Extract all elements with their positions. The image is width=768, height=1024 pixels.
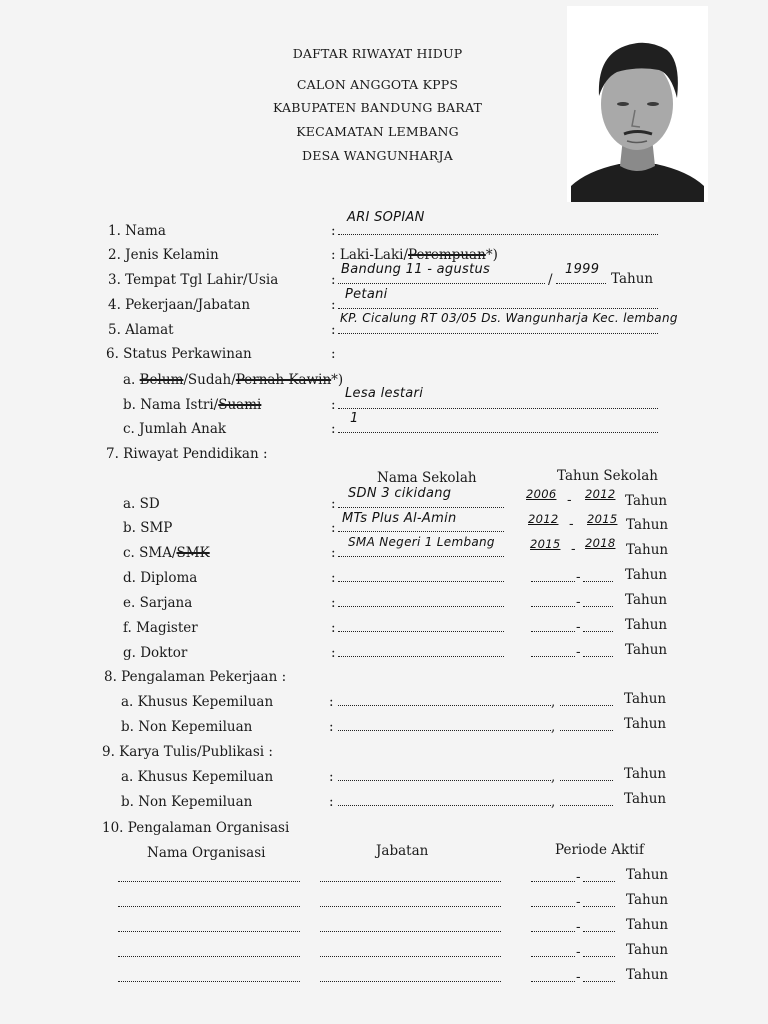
label-tahun: Tahun [624, 791, 667, 807]
label-riwayat-pendidikan: 7. Riwayat Pendidikan : [106, 446, 268, 462]
label-pengalaman-organisasi: 10. Pengalaman Organisasi [102, 820, 290, 836]
colon: : [331, 247, 336, 263]
education-level-label: g. Doktor [123, 645, 188, 661]
dotted-line [320, 879, 501, 882]
dotted-line [338, 331, 658, 334]
value-pekerjaan: Petani [345, 287, 388, 302]
label-tahun: Tahun [625, 493, 668, 509]
year-end: 2012 [585, 487, 616, 501]
value-jenis-kelamin [331, 247, 498, 263]
experience-label: b. Non Kepemiluan [121, 719, 253, 735]
dash: - [576, 644, 581, 660]
dotted-line [338, 554, 504, 557]
label-text: b. Nama Istri/ [123, 397, 219, 413]
separator: / [403, 247, 409, 263]
colon: : [329, 769, 334, 785]
year-end: 2015 [587, 512, 618, 526]
label-nama-istri [123, 397, 261, 413]
dotted-line [338, 778, 551, 781]
value-nama-istri: Lesa lestari [345, 386, 424, 401]
publication-label: b. Non Kepemiluan [121, 794, 253, 810]
comma: , [551, 794, 556, 810]
education-level-label: f. Magister [123, 620, 198, 636]
dotted-line [320, 954, 501, 957]
colon: : [331, 346, 336, 362]
status-options [123, 372, 343, 388]
dotted-line [338, 232, 658, 235]
dotted-line [560, 703, 613, 706]
label-tahun: Tahun [626, 967, 669, 983]
dotted-line [338, 505, 504, 508]
dotted-line [583, 979, 615, 982]
label-pekerjaan: 4. Pekerjaan/Jabatan [108, 297, 251, 313]
dotted-line [118, 979, 300, 982]
comma: , [551, 769, 556, 785]
dash: - [569, 516, 574, 532]
label-text: c. SMA/ [123, 545, 177, 561]
dash: - [576, 969, 581, 985]
education-level-label [123, 545, 210, 561]
dotted-line [560, 803, 613, 806]
header-line-3: KABUPATEN BANDUNG BARAT [272, 100, 483, 115]
dash: - [576, 594, 581, 610]
dotted-line [320, 904, 501, 907]
header-line-2: CALON ANGGOTA KPPS [296, 77, 459, 92]
dotted-line [583, 604, 613, 607]
colon: : [331, 421, 336, 437]
dotted-line [531, 904, 575, 907]
dash: - [576, 944, 581, 960]
colon: : [331, 272, 336, 288]
comma: , [551, 719, 556, 735]
dotted-line [531, 579, 575, 582]
footnote-mark: *) [485, 247, 498, 263]
school-name: MTs Plus Al-Amin [342, 511, 457, 526]
label-jenis-kelamin: 2. Jenis Kelamin [108, 247, 219, 263]
dotted-line [320, 979, 501, 982]
dash: - [576, 619, 581, 635]
dotted-line [583, 654, 613, 657]
value-jumlah-anak: 1 [350, 411, 359, 426]
education-level-label: b. SMP [123, 520, 173, 536]
option-belum-struck: Belum [139, 372, 184, 388]
column-header-periode-aktif: Periode Aktif [555, 842, 644, 858]
dotted-line [583, 929, 615, 932]
column-header-jabatan: Jabatan [376, 843, 429, 859]
dotted-line [338, 406, 658, 409]
label-tahun: Tahun [625, 617, 668, 633]
comma: , [551, 694, 556, 710]
dotted-line [531, 929, 575, 932]
dotted-line [118, 929, 300, 932]
value-birth-year: 1999 [565, 262, 600, 277]
label-karya-tulis: 9. Karya Tulis/Publikasi : [102, 744, 273, 760]
education-level-label: e. Sarjana [123, 595, 193, 611]
header-line-4: KECAMATAN LEMBANG [296, 124, 459, 139]
dotted-line [531, 654, 575, 657]
label-ttl: 3. Tempat Tgl Lahir/Usia [108, 272, 279, 288]
label-pengalaman-pekerjaan: 8. Pengalaman Pekerjaan : [104, 669, 287, 685]
dotted-line [338, 306, 658, 309]
dotted-line [338, 281, 545, 284]
dotted-line [583, 904, 615, 907]
year-start: 2006 [526, 487, 557, 501]
label-alamat: 5. Alamat [108, 322, 174, 338]
dotted-line [583, 879, 615, 882]
dash: - [576, 869, 581, 885]
school-name: SMA Negeri 1 Lembang [348, 535, 495, 549]
label-tahun: Tahun [626, 942, 669, 958]
dotted-line [338, 703, 551, 706]
footnote-mark: *) [331, 372, 344, 388]
dotted-line [338, 430, 658, 433]
dotted-line [338, 529, 504, 532]
publication-label: a. Khusus Kepemiluan [121, 769, 274, 785]
year-start: 2012 [528, 512, 559, 526]
education-level-label: a. SD [123, 496, 160, 512]
dotted-line [338, 728, 551, 731]
option-laki-laki: Laki-Laki [339, 247, 404, 263]
label-tahun: Tahun [626, 917, 669, 933]
value-ttl: Bandung 11 - agustus [341, 262, 491, 277]
colon: : [331, 297, 336, 313]
dash: - [576, 919, 581, 935]
option-smk-struck: SMK [176, 545, 210, 561]
colon: : [331, 520, 336, 536]
label-tahun: Tahun [626, 517, 669, 533]
dotted-line [320, 929, 501, 932]
item-prefix: a. [123, 372, 136, 388]
dotted-line [531, 604, 575, 607]
colon: : [331, 570, 336, 586]
column-header-nama-sekolah: Nama Sekolah [377, 470, 477, 486]
dotted-line [118, 904, 300, 907]
colon: : [331, 595, 336, 611]
label-jumlah-anak: c. Jumlah Anak [123, 421, 227, 437]
dash: - [571, 541, 576, 557]
dotted-line [338, 629, 504, 632]
colon: : [331, 496, 336, 512]
applicant-photo [567, 6, 708, 202]
label-tahun: Tahun [626, 867, 669, 883]
option-perempuan-struck: Perempuan [408, 247, 486, 263]
dotted-line [531, 954, 575, 957]
colon: : [329, 694, 334, 710]
education-level-label: d. Diploma [123, 570, 198, 586]
label-tahun: Tahun [625, 642, 668, 658]
dotted-line [583, 629, 613, 632]
experience-label: a. Khusus Kepemiluan [121, 694, 274, 710]
colon: : [331, 545, 336, 561]
label-tahun: Tahun [625, 567, 668, 583]
colon: : [331, 645, 336, 661]
dotted-line [338, 579, 504, 582]
label-tahun: Tahun [624, 766, 667, 782]
label-tahun: Tahun [625, 592, 668, 608]
dotted-line [118, 954, 300, 957]
label-status-perkawinan: 6. Status Perkawinan [106, 346, 252, 362]
label-nama: 1. Nama [108, 223, 166, 239]
dash: - [576, 569, 581, 585]
column-header-tahun-sekolah: Tahun Sekolah [557, 468, 658, 484]
dash: - [567, 492, 572, 508]
dash: - [576, 894, 581, 910]
dotted-line [338, 604, 504, 607]
colon: : [331, 322, 336, 338]
dotted-line [556, 281, 606, 284]
label-tahun: Tahun [611, 271, 654, 287]
dotted-line [531, 629, 575, 632]
value-alamat: KP. Cicalung RT 03/05 Ds. Wangunharja Kec. lembang [340, 311, 678, 325]
dotted-line [560, 728, 613, 731]
colon: : [329, 794, 334, 810]
dotted-line [118, 879, 300, 882]
colon: : [331, 620, 336, 636]
year-end: 2018 [585, 536, 616, 550]
school-name: SDN 3 cikidang [348, 486, 452, 501]
dotted-line [531, 879, 575, 882]
value-nama: ARI SOPIAN [347, 210, 425, 225]
option-pernah-kawin-struck: Pernah Kawin [235, 372, 332, 388]
label-tahun: Tahun [624, 691, 667, 707]
dotted-line [583, 954, 615, 957]
option-suami-struck: Suami [218, 397, 262, 413]
dotted-line [560, 778, 613, 781]
label-tahun: Tahun [626, 892, 669, 908]
dotted-line [338, 654, 504, 657]
person-portrait-icon [567, 6, 708, 202]
dotted-line [583, 579, 613, 582]
label-tahun: Tahun [626, 542, 669, 558]
colon: : [329, 719, 334, 735]
dotted-line [338, 803, 551, 806]
label-tahun: Tahun [624, 716, 667, 732]
year-start: 2015 [530, 537, 561, 551]
slash: / [548, 272, 553, 288]
column-header-nama-organisasi: Nama Organisasi [147, 845, 266, 861]
header-line-5: DESA WANGUNHARJA [302, 148, 453, 163]
colon: : [331, 397, 336, 413]
option-sudah: /Sudah/ [183, 372, 236, 388]
colon: : [331, 223, 336, 239]
header-title: DAFTAR RIWAYAT HIDUP [292, 46, 463, 61]
dotted-line [531, 979, 575, 982]
